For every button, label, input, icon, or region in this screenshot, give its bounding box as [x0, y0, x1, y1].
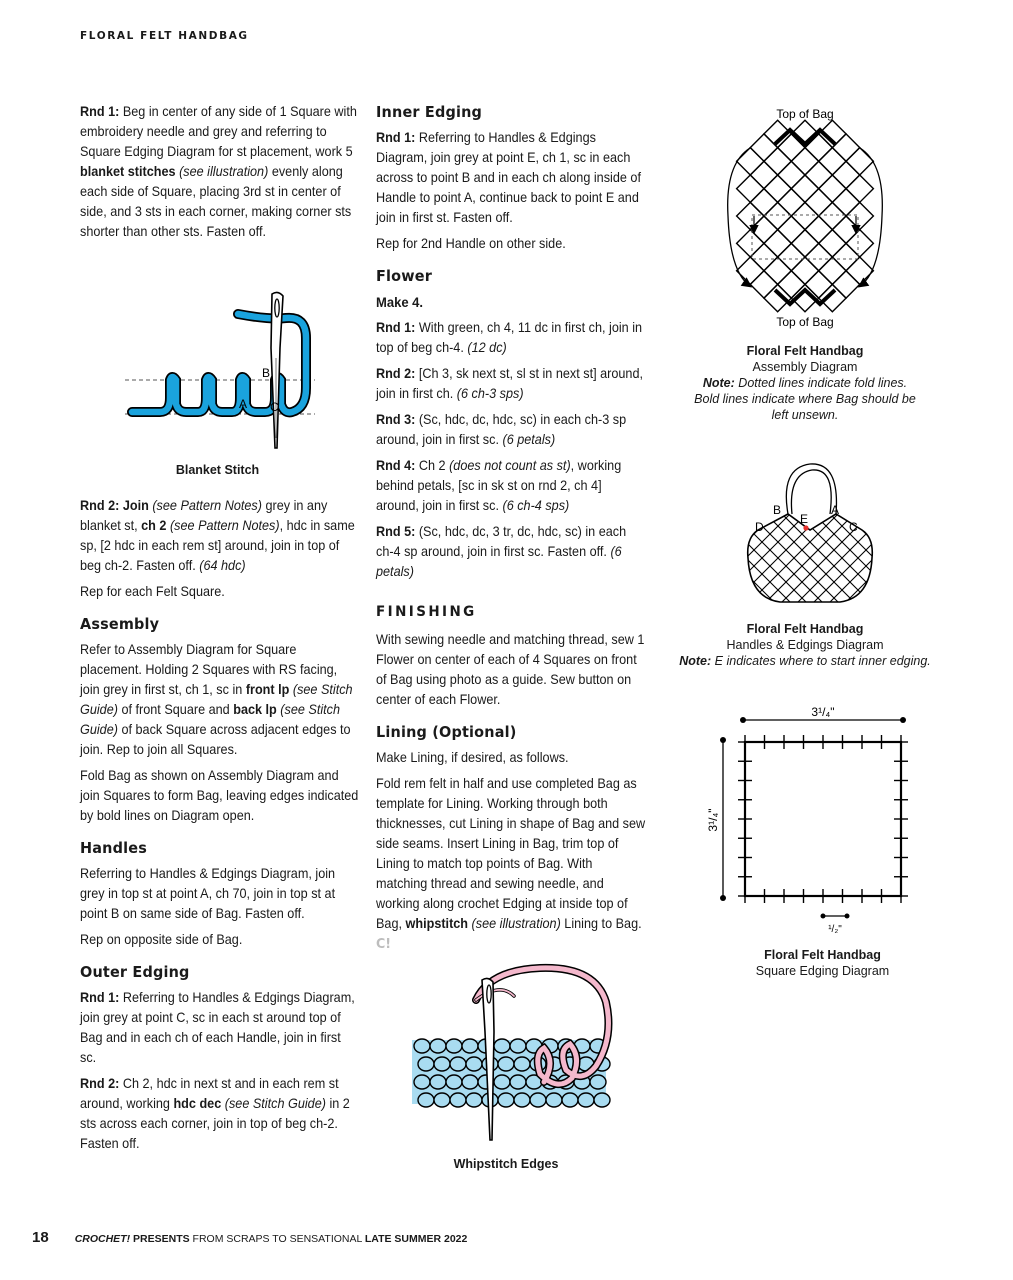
rnd2-italic-2: (see Pattern Notes) [166, 518, 280, 533]
assembly-square [764, 175, 791, 202]
assembly-square [819, 230, 846, 257]
bag-handles [786, 464, 836, 514]
inner-rnd1-paragraph [376, 128, 646, 228]
assembly-square [846, 202, 873, 229]
crochet-stitch [450, 1093, 466, 1107]
blanket-rnd2-paragraph [80, 496, 359, 576]
stitch-ticks [738, 735, 908, 903]
assembly-square [764, 148, 791, 175]
assembly-square [819, 257, 846, 284]
assembly-square [805, 161, 832, 188]
assembly-square [805, 243, 832, 270]
flower-rnd1-count: (12 dc) [467, 340, 507, 355]
crochet-stitch [498, 1057, 514, 1071]
assembly-square [819, 202, 846, 229]
handles-rep-paragraph: Rep on opposite side of Bag. [80, 932, 243, 947]
flower-rnd4-text-b: , working behind petals, [sc in sk st on rnd 2, ch 4] around, join in first sc. [376, 458, 622, 513]
assembly-diagram [720, 104, 890, 334]
crochet-stitch [462, 1075, 478, 1089]
outer-rnd2-text-a: Ch 2, hdc in next st and in each rem st around, working [80, 1076, 339, 1111]
assembly-square [750, 134, 777, 161]
assembly-square [832, 243, 859, 270]
flower-make: Make 4. [376, 294, 424, 310]
rnd1-label: Rnd 1: [80, 104, 120, 119]
outer-rnd2-paragraph [80, 1074, 359, 1154]
crochet-stitch [434, 1093, 450, 1107]
crochet-stitch [434, 1057, 450, 1071]
unsewn-bottom-edge [775, 290, 835, 304]
fold-arrow-left [728, 148, 750, 286]
point-b-label: B [262, 366, 271, 380]
crochet-stitch [466, 1093, 482, 1107]
blanket-stitch-caption-text: Blanket Stitch [175, 463, 260, 477]
assembly-square [791, 230, 818, 257]
flower-rnd3 [376, 410, 646, 450]
assembly-square [737, 202, 764, 229]
flower-rnd5-count: (6 petals) [376, 544, 622, 579]
outer-rnd2-text-b: in 2 sts across each corner, join in top of beg ch-2. Fasten off. [80, 1096, 350, 1151]
dimension-dot [740, 717, 746, 723]
assembly-square [791, 202, 818, 229]
bag-grid-line [670, 514, 758, 602]
outer-rnd2-italic: (see Stitch Guide) [221, 1096, 326, 1111]
assembly-paragraph [80, 640, 359, 760]
assembly-caption [690, 343, 920, 423]
crochet-stitch [418, 1057, 434, 1071]
assembly-text-c: of back Square across adjacent edges to join. Rep to join all Squares. [80, 722, 351, 757]
assembly-square [750, 161, 777, 188]
running-header: FLORAL FELT HANDBAG [80, 30, 249, 42]
side-dimension-label: 3¹/₄" [706, 808, 720, 832]
assembly-square [846, 257, 873, 284]
bag-grid-line [878, 514, 966, 602]
fold-line [752, 215, 858, 259]
outer-rnd2-label: Rnd 2: [80, 1076, 120, 1091]
flower-rnd4 [376, 456, 646, 516]
flower-rnd2-count: (6 ch-3 sps) [456, 386, 524, 401]
rep-each-paragraph: Rep for each Felt Square. [80, 584, 225, 599]
assembly-square [832, 161, 859, 188]
needle [271, 292, 283, 448]
crochet-stitch [562, 1093, 578, 1107]
bag-grid-line [654, 514, 742, 602]
handles-caption [665, 621, 945, 669]
lining-paragraph [376, 774, 646, 954]
assembly-square [791, 148, 818, 175]
assembly-caption-sub: Assembly Diagram [752, 360, 858, 374]
assembly-square [846, 148, 873, 175]
assembly-square [805, 216, 832, 243]
dimension-dot [900, 717, 906, 723]
assembly-italic-1: (see Stitch Guide) [80, 682, 353, 717]
bag-grid-line [654, 514, 742, 602]
assembly-square [778, 189, 805, 216]
flower-rnd4-italic: (does not count as st) [449, 458, 571, 473]
crochet-stitch [594, 1093, 610, 1107]
top-dimension-label: 3¹/₄" [811, 705, 835, 719]
crochet-stitch [414, 1075, 430, 1089]
column-middle [376, 102, 646, 960]
flower-rnd1 [376, 318, 646, 358]
outer-rnd1-label: Rnd 1: [80, 990, 120, 1005]
assembly-square [750, 243, 777, 270]
flower-rnd1-label: Rnd 1: [376, 320, 416, 335]
point-c-label: C [849, 520, 858, 534]
crochet-stitch [530, 1093, 546, 1107]
assembly-square [778, 243, 805, 270]
flower-rnd5-label: Rnd 5: [376, 524, 416, 539]
assembly-square [750, 189, 777, 216]
assembly-caption-title: Floral Felt Handbag [746, 344, 864, 358]
handles-caption-sub: Handles & Edgings Diagram [726, 638, 884, 652]
lining-heading: Lining (Optional) [376, 723, 517, 741]
top-of-bag-label-1: Top of Bag [776, 107, 834, 121]
handles-caption-title: Floral Felt Handbag [746, 622, 864, 636]
crochet-stitch [590, 1075, 606, 1089]
inner-rnd1-label: Rnd 1: [376, 130, 416, 145]
crochet-stitch [462, 1039, 478, 1053]
rnd1-text: Beg in center of any side of 1 Square with embroidery needle and grey and referring to Square Edging Diagram for st placement, work 5 [80, 104, 357, 159]
bag-grid-line [878, 514, 966, 602]
point-e-label: E [800, 512, 809, 526]
handles-edgings-diagram [740, 458, 880, 608]
crochet-stitch [546, 1093, 562, 1107]
edging-caption-title: Floral Felt Handbag [764, 948, 881, 962]
blanket-stitch-caption [130, 462, 305, 478]
flower-rnd3-count: (6 petals) [502, 432, 556, 447]
crochet-stitch [430, 1039, 446, 1053]
assembly-grid [728, 120, 883, 312]
lining-make-paragraph: Make Lining, if desired, as follows. [376, 750, 569, 765]
footer-presents: PRESENTS [130, 1233, 190, 1245]
whipstitch-caption [425, 1156, 587, 1172]
crochet-stitch [498, 1093, 514, 1107]
crochet-stitch [418, 1093, 434, 1107]
assembly-square [737, 257, 764, 284]
flower-rnd5-text: (Sc, hdc, dc, 3 tr, dc, hdc, sc) in each ch-4 sp around, join in first sc. Fasten off. [376, 524, 627, 559]
assembly-square [737, 148, 764, 175]
flower-heading: Flower [376, 267, 433, 285]
assembly-square [819, 148, 846, 175]
handles-paragraph: Referring to Handles & Edgings Diagram, join grey in top st at point A, ch 70, join in top st at point B on same side of Bag. Fasten off. [80, 866, 336, 921]
assembly-square [832, 189, 859, 216]
rnd2-count: (64 hdc) [199, 558, 246, 573]
assembly-square [846, 230, 873, 257]
rnd1-italic: (see illustration) [175, 164, 269, 179]
small-dimension-label: ¹/₂" [828, 924, 842, 935]
rnd2-label: Rnd 2: Join [80, 498, 149, 513]
dimension-dot [720, 737, 726, 743]
assembly-square [819, 284, 846, 311]
lining-italic: (see illustration) [468, 916, 561, 931]
top-of-bag-label-2: Top of Bag [776, 315, 834, 329]
bag-body [654, 514, 966, 602]
assembly-square [791, 257, 818, 284]
assembly-square [832, 134, 859, 161]
assembly-square [737, 175, 764, 202]
assembly-note-text: Dotted lines indicate fold lines. Bold lines indicate where Bag should be left unsewn. [694, 376, 916, 422]
page-number: 18 [32, 1229, 49, 1246]
magazine-name: CROCHET! [74, 1233, 131, 1245]
blanket-rnd1-paragraph [80, 102, 359, 242]
lining-text-a: Fold rem felt in half and use completed Bag as template for Lining. Working through both thicknesses, cut Lining in shape of Bag and sew side seams. Insert Lining in Bag, trim top of Lining to match top points of Bag. With matching thread and sewing needle, and working along crochet Edging at inside top of Bag, [376, 776, 646, 931]
crochet-stitch [446, 1075, 462, 1089]
rnd2-text-a: grey in any blanket st, [80, 498, 328, 533]
assembly-bold-1: front lp [245, 682, 290, 697]
assembly-square [764, 257, 791, 284]
crochet-stitch [514, 1057, 530, 1071]
flower-rnd4-count: (6 ch-4 sps) [502, 498, 570, 513]
rnd2-text-b: , hdc in same sp, [2 hdc in each rem st] around, join in top of beg ch-2. Fasten off. [80, 518, 355, 573]
flower-rnd3-label: Rnd 3: [376, 412, 416, 427]
footer-issue-title: FROM SCRAPS TO SENSATIONAL [189, 1233, 365, 1245]
assembly-square [750, 271, 777, 298]
assembly-text-a: Refer to Assembly Diagram for Square placement. Holding 2 Squares with RS facing, join grey in first st, ch 1, sc in [80, 642, 338, 697]
lining-text-b: Lining to Bag. [560, 916, 642, 931]
blanket-stitch-illustration [120, 288, 320, 458]
outer-edging-heading: Outer Edging [80, 963, 190, 981]
assembly-square [778, 161, 805, 188]
assembly-italic-2: (see Stitch Guide) [80, 702, 341, 737]
point-a-label: A [831, 503, 840, 517]
crochet-stitch [494, 1075, 510, 1089]
crochet-stitch [514, 1093, 530, 1107]
point-b-label: B [773, 503, 782, 517]
flower-rnd3-text: (Sc, hdc, dc, hdc, sc) in each ch-3 sp around, join in first sc. [376, 412, 627, 447]
felt-square [745, 742, 901, 896]
point-e-marker [803, 525, 808, 530]
assembly-text-b: of front Square and [117, 702, 234, 717]
handles-note [665, 653, 945, 669]
point-c-label: C [270, 400, 279, 414]
assembly-square [764, 284, 791, 311]
assembly-square [737, 230, 764, 257]
finishing-heading: FINISHING [376, 604, 477, 620]
bag-grid-line [862, 514, 950, 602]
assembly-square [846, 175, 873, 202]
crochet-stitch [414, 1039, 430, 1053]
rnd1-text-b: evenly along each side of Square, placing 3rd st in center of side, and 3 sts in each corner, making corner sts shorter than other sts. Fasten off. [80, 164, 352, 239]
page-footer [32, 1229, 467, 1246]
crochet-stitch [510, 1039, 526, 1053]
assembly-square [805, 189, 832, 216]
flower-rnd2 [376, 364, 646, 404]
assembly-note [690, 375, 920, 423]
outer-rnd1-paragraph [80, 988, 359, 1068]
finishing-paragraph: With sewing needle and matching thread, sew 1 Flower on center of each of 4 Squares on front of Bag using photo as a guide. Sew button on center of each Flower. [376, 632, 645, 707]
assembly-square [764, 202, 791, 229]
edging-caption [715, 947, 930, 979]
handles-note-label: Note: [679, 654, 712, 668]
magazine-end-logo: C! [376, 936, 392, 952]
footer-issue-date: LATE SUMMER 2022 [364, 1233, 468, 1245]
crochet-stitch [466, 1057, 482, 1071]
crochet-stitch [446, 1039, 462, 1053]
rnd1-bold: blanket stitches [80, 164, 176, 179]
crochet-stitch [430, 1075, 446, 1089]
assembly-square [764, 230, 791, 257]
dimension-dot [845, 914, 850, 919]
whipstitch-caption-text: Whipstitch Edges [453, 1157, 559, 1171]
flower-rnd2-label: Rnd 2: [376, 366, 416, 381]
assembly-note-label: Note: [702, 376, 735, 390]
edging-caption-sub: Square Edging Diagram [755, 964, 890, 978]
assembly-square [778, 216, 805, 243]
inner-rnd1-text: Referring to Handles & Edgings Diagram, join grey at point E, ch 1, sc in each across to point B and in each ch along inside of Handle to point A, continue back to point E and join in first st. Fasten off. [376, 130, 641, 225]
crochet-stitch [494, 1039, 510, 1053]
bag-grid-line [670, 514, 758, 602]
crochet-stitch [578, 1093, 594, 1107]
outer-rnd1-text: Referring to Handles & Edgings Diagram, join grey at point C, sc in each st around top of Bag and in each ch of each Handle, join in first sc. [80, 990, 355, 1065]
flower-rnd2-text: [Ch 3, sk next st, sl st in next st] around, join in first ch. [376, 366, 643, 401]
inner-edging-heading: Inner Edging [376, 103, 483, 121]
flower-rnd5 [376, 522, 646, 582]
point-d-label: D [755, 520, 764, 534]
assembly-square [819, 175, 846, 202]
square-edging-diagram [695, 702, 925, 935]
rnd2-italic-1: (see Pattern Notes) [148, 498, 262, 513]
handles-note-text: E indicates where to start inner edging. [711, 654, 931, 668]
dimension-dot [821, 914, 826, 919]
flower-rnd4-text-a: Ch 2 [415, 458, 450, 473]
lining-bold: whipstitch [405, 916, 469, 931]
rnd2-bold: ch 2 [141, 518, 167, 533]
assembly-square [832, 271, 859, 298]
flower-rnd4-label: Rnd 4: [376, 458, 416, 473]
fold-paragraph: Fold Bag as shown on Assembly Diagram and join Squares to form Bag, leaving edges indicated by bold lines on Diagram open. [80, 768, 359, 823]
outer-rnd2-bold: hdc dec [173, 1096, 222, 1111]
point-a-label: A [239, 397, 248, 411]
whipstitch-illustration [410, 962, 610, 1142]
dimension-dot [720, 895, 726, 901]
bag-grid-line [846, 514, 934, 602]
assembly-heading: Assembly [80, 615, 160, 633]
fold-arrow-right [860, 148, 882, 286]
inner-rep-paragraph: Rep for 2nd Handle on other side. [376, 236, 566, 251]
handles-heading: Handles [80, 839, 147, 857]
assembly-bold-2: back lp [233, 702, 277, 717]
bag-grid-line [862, 514, 950, 602]
assembly-square [791, 175, 818, 202]
flower-rnd1-text: With green, ch 4, 11 dc in first ch, join in top of beg ch-4. [376, 320, 643, 355]
column-left [80, 102, 359, 1160]
crochet-stitch [450, 1057, 466, 1071]
crochet-stitch [510, 1075, 526, 1089]
